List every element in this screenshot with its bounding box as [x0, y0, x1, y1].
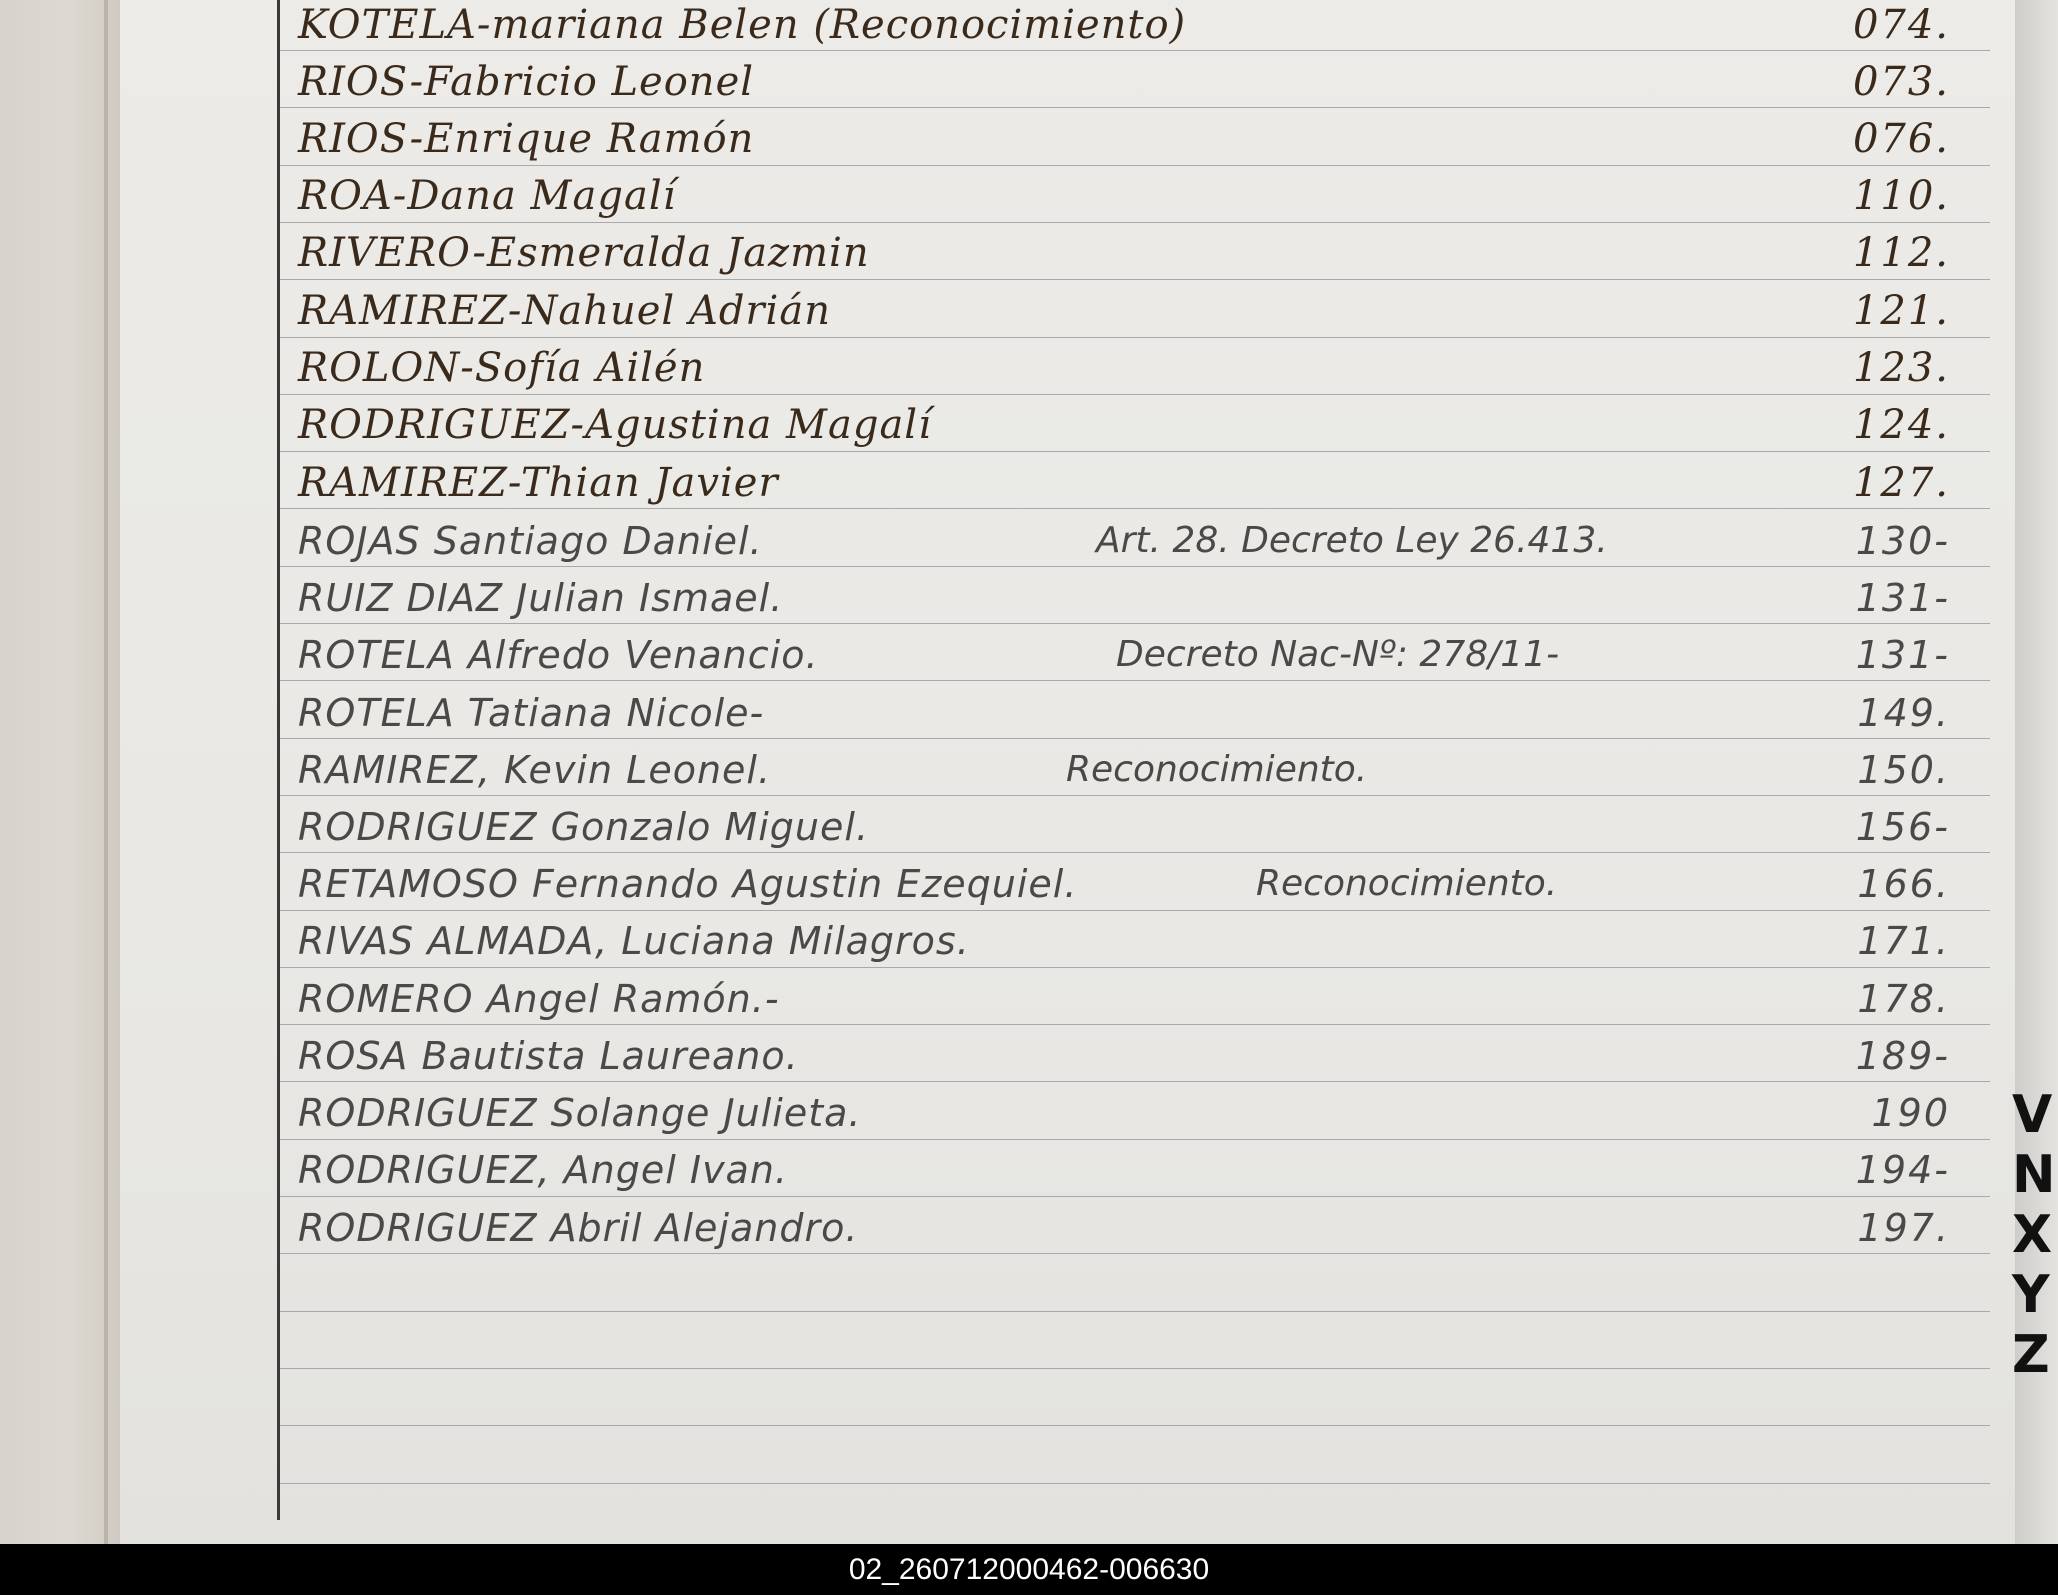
entry-list [120, 0, 2015, 1544]
adjacent-letter: X [2012, 1205, 2053, 1265]
entry-number: 112. [1852, 230, 1950, 276]
entry-name: ROMERO Angel Ramón.- [298, 977, 780, 1021]
entry-row [120, 337, 2015, 393]
entry-row [120, 967, 2015, 1023]
entry-name: KOTELA-mariana Belen (Reconocimiento) [298, 2, 1187, 48]
entry-note: Art. 28. Decreto Ley 26.413. [1096, 520, 1608, 561]
entry-name: ROJAS Santiago Daniel. [298, 519, 763, 563]
entry-number: 121. [1852, 288, 1950, 334]
entry-number: 131- [1855, 576, 1950, 620]
entry-row [120, 566, 2015, 622]
entry-name: RAMIREZ-Thian Javier [298, 460, 779, 506]
entry-number: 130- [1855, 519, 1950, 563]
entry-note: Reconocimiento. [1066, 749, 1368, 790]
entry-name: ROSA Bautista Laureano. [298, 1034, 799, 1078]
adjacent-letter: Z [2012, 1325, 2050, 1385]
entry-note: Decreto Nac-Nº: 278/11- [1116, 634, 1560, 675]
entry-number: 197. [1857, 1206, 1950, 1250]
entry-name: RAMIREZ-Nahuel Adrián [298, 288, 831, 334]
entry-row [120, 1024, 2015, 1080]
entry-name: RODRIGUEZ Gonzalo Miguel. [298, 805, 870, 849]
entry-number: 124. [1852, 402, 1950, 448]
ledger-page [120, 0, 2015, 1544]
adjacent-page-letters [2012, 1085, 2058, 1385]
adjacent-letter: Y [2012, 1265, 2050, 1325]
entry-row [120, 1081, 2015, 1137]
entry-row [120, 1138, 2015, 1194]
entry-number: 131- [1855, 633, 1950, 677]
entry-name: ROLON-Sofía Ailén [298, 345, 706, 391]
entry-name: RODRIGUEZ-Agustina Magalí [298, 402, 932, 448]
entry-number: 178. [1857, 977, 1950, 1021]
entry-row [120, 681, 2015, 737]
entry-row [120, 1196, 2015, 1252]
entry-name: RODRIGUEZ, Angel Ivan. [298, 1148, 789, 1192]
entry-number: 194- [1855, 1148, 1950, 1192]
entry-note: Reconocimiento. [1256, 863, 1558, 904]
entry-name: RODRIGUEZ Solange Julieta. [298, 1091, 862, 1135]
entry-row [120, 165, 2015, 221]
entry-row [120, 51, 2015, 107]
entry-row [120, 452, 2015, 508]
entry-name: RIOS-Enrique Ramón [298, 116, 755, 162]
entry-name: ROTELA Alfredo Venancio. [298, 633, 819, 677]
entry-row [120, 738, 2015, 794]
entry-number: 073. [1852, 59, 1950, 105]
entry-number: 189- [1855, 1034, 1950, 1078]
entry-number: 166. [1857, 862, 1950, 906]
entry-name: RUIZ DIAZ Julian Ismael. [298, 576, 784, 620]
entry-number: 190 [1871, 1091, 1950, 1135]
entry-number: 110. [1852, 173, 1950, 219]
entry-number: 171. [1857, 919, 1950, 963]
entry-name: RIVAS ALMADA, Luciana Milagros. [298, 919, 970, 963]
entry-number: 076. [1852, 116, 1950, 162]
entry-name: RAMIREZ, Kevin Leonel. [298, 748, 772, 792]
entry-row [120, 909, 2015, 965]
entry-name: RODRIGUEZ Abril Alejandro. [298, 1206, 859, 1250]
adjacent-letter: N [2012, 1145, 2056, 1205]
cover-crease [104, 0, 108, 1544]
entry-number: 150. [1857, 748, 1950, 792]
entry-row [120, 795, 2015, 851]
entry-row [120, 509, 2015, 565]
entry-number: 127. [1852, 460, 1950, 506]
entry-number: 123. [1852, 345, 1950, 391]
entry-number: 149. [1857, 691, 1950, 735]
entry-name: RIOS-Fabricio Leonel [298, 59, 755, 105]
adjacent-letter: V [2012, 1085, 2053, 1145]
entry-name: ROTELA Tatiana Nicole- [298, 691, 765, 735]
entry-row [120, 222, 2015, 278]
entry-number: 074. [1852, 2, 1950, 48]
entry-row [120, 623, 2015, 679]
entry-row [120, 280, 2015, 336]
entry-row [120, 852, 2015, 908]
entry-row [120, 0, 2015, 50]
entry-name: RETAMOSO Fernando Agustin Ezequiel. [298, 862, 1078, 906]
entry-name: ROA-Dana Magalí [298, 173, 677, 219]
left-cover [0, 0, 120, 1544]
image-caption: 02_260712000462-006630 [848, 1553, 1210, 1586]
entry-row [120, 108, 2015, 164]
entry-name: RIVERO-Esmeralda Jazmin [298, 230, 870, 276]
entry-row [120, 394, 2015, 450]
entry-number: 156- [1855, 805, 1950, 849]
